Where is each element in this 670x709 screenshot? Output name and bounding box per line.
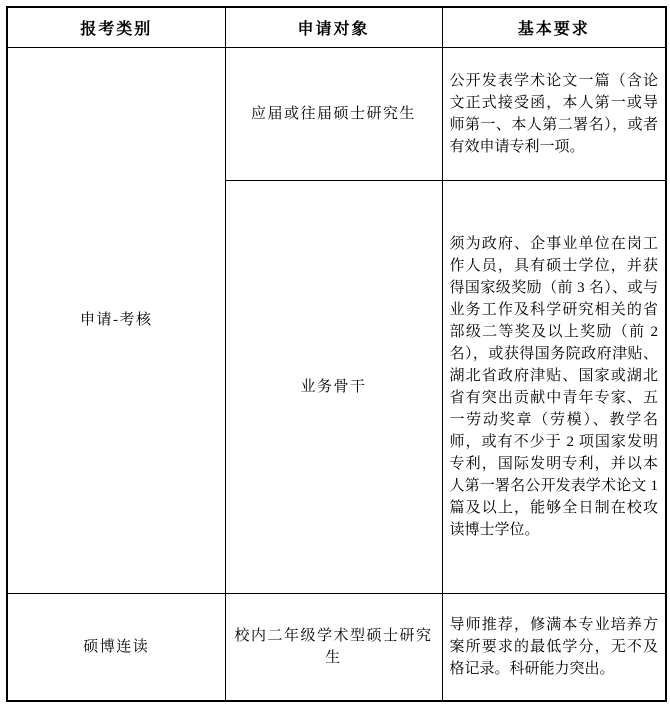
header-application-target: 申请对象	[225, 7, 442, 47]
cell-target-business-backbone: 业务骨干	[225, 180, 442, 593]
cell-target-current-former-masters: 应届或往届硕士研究生	[225, 47, 442, 180]
cell-category-masters-phd-continuous: 硕博连读	[7, 593, 225, 701]
header-row	[7, 7, 666, 47]
table-row	[7, 593, 666, 701]
admission-categories-table	[6, 6, 667, 702]
table-row	[7, 47, 666, 180]
cell-requirement-current-former-masters: 公开发表学术论文一篇（含论文正式接受函，本人第一或导师第一、本人第二署名），或者有效申请专利一项。	[442, 47, 666, 180]
cell-category-application-assessment: 申请-考核	[7, 47, 225, 593]
cell-requirement-business-backbone: 须为政府、企事业单位在岗工作人员，具有硕士学位，并获得国家级奖励（前 3 名）、或与业务工作及科学研究相关的省部级二等奖及以上奖励（前 2 名），或获得国务院政府津贴、湖北省政府津贴、国家或湖北省有突出贡献中青年专家、五一劳动奖章（劳模）、教学名师，或有不少于 2 项国家发明专利，国际发明专利，并以本人第一署名公开发表学术论文 1 篇及以上，能够全日制在校攻读博士学位。	[442, 180, 666, 593]
header-basic-requirements: 基本要求	[442, 7, 666, 47]
cell-requirement-masters-phd-continuous: 导师推荐，修满本专业培养方案所要求的最低学分，无不及格记录。科研能力突出。	[442, 593, 666, 701]
header-application-category: 报考类别	[7, 7, 225, 47]
cell-target-second-year-academic-masters: 校内二年级学术型硕士研究生	[225, 593, 442, 701]
